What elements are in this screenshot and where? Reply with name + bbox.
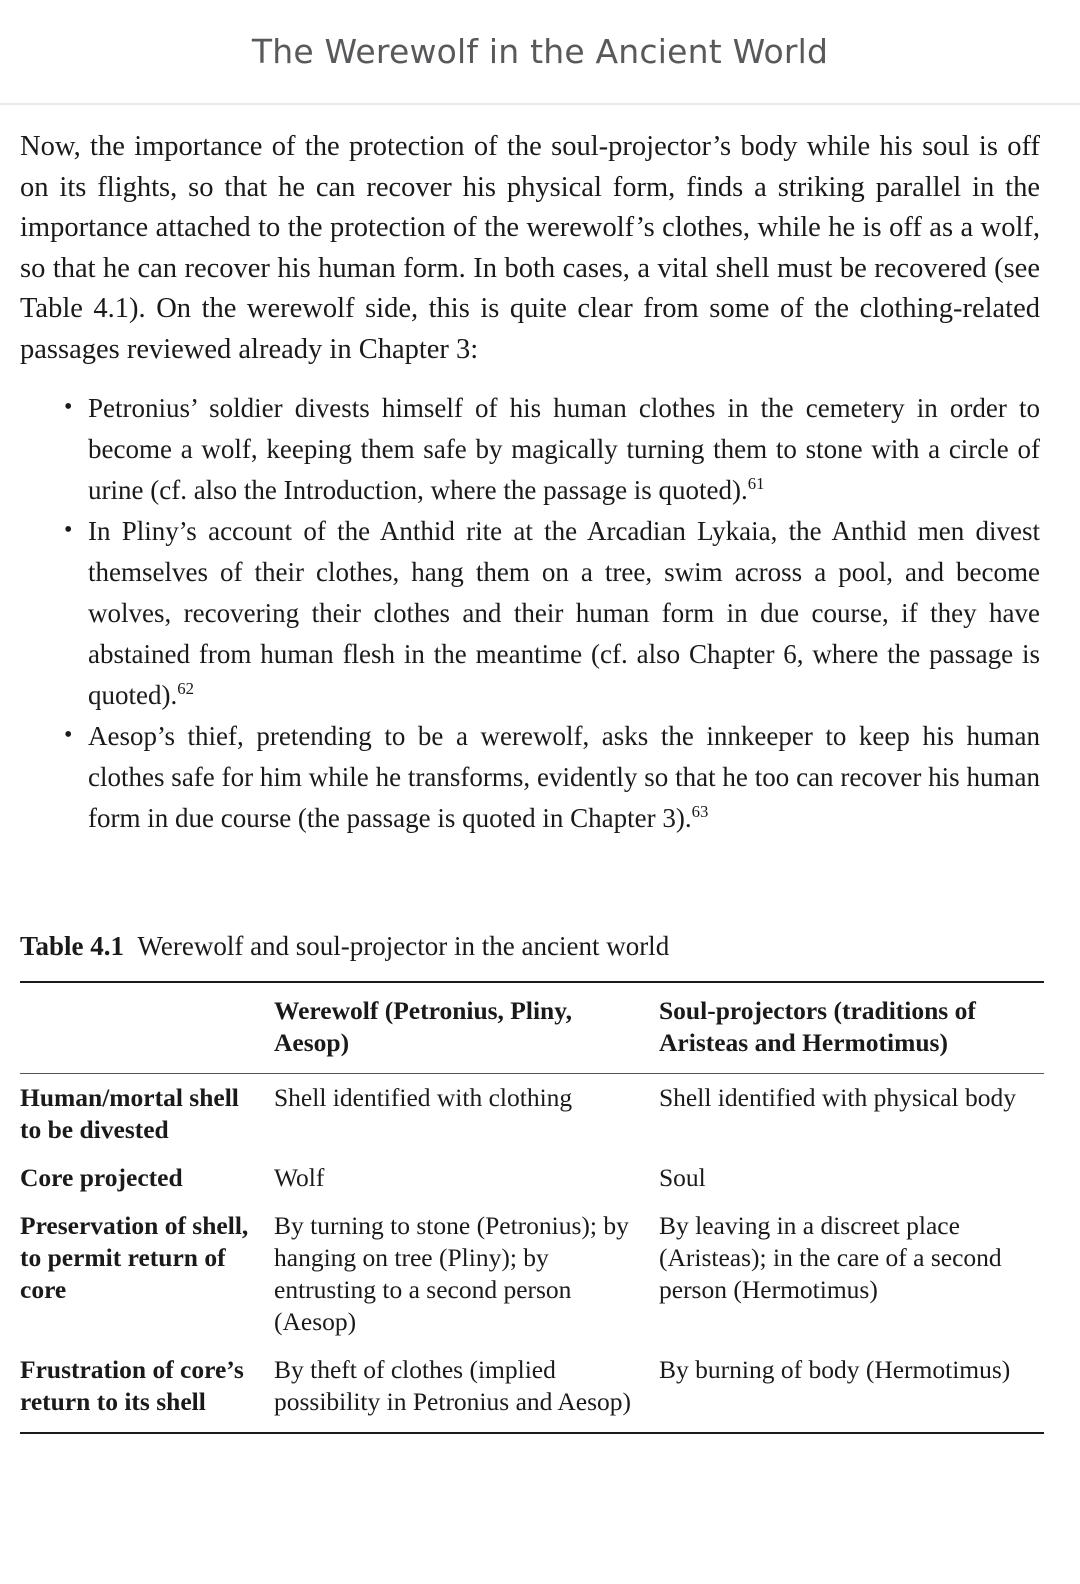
table-row: [20, 1202, 1044, 1346]
cell-werewolf: Wolf: [274, 1163, 325, 1192]
table-caption: [20, 929, 1044, 963]
body-content: [0, 105, 1080, 839]
page-title: The Werewolf in the Ancient World: [251, 32, 829, 71]
list-item: [20, 511, 1040, 716]
row-header: Core projected: [20, 1163, 183, 1192]
table-caption-label: Table 4.1: [20, 931, 125, 961]
table-row: [20, 1346, 1044, 1433]
row-header: Human/mortal shell to be divested: [20, 1083, 239, 1144]
cell-werewolf: By turning to stone (Petronius); by hanging on tree (Pliny); by entrusting to a second person (Aesop): [274, 1211, 629, 1336]
cell-soul: Soul: [659, 1163, 706, 1192]
list-item-text: In Pliny’s account of the Anthid rite at the Arcadian Lykaia, the Anthid men divest themselves of their clothes, hang them on a tree, swim across a pool, and become wolves, recovering their clothes and their human form in due course, if they have abstained from human flesh in the meantime (cf. also Chapter 6, where the passage is quoted).: [88, 516, 1040, 710]
footnote-ref: 61: [747, 474, 765, 493]
cell-soul: Shell identified with physical body: [659, 1083, 1016, 1112]
list-item: [20, 716, 1040, 839]
table-row: [20, 1074, 1044, 1155]
cell-soul: By burning of body (Hermotimus): [659, 1346, 1044, 1433]
running-head: [0, 0, 1080, 105]
row-header: Frustration of core’s return to its shell: [20, 1346, 274, 1433]
data-table: [20, 981, 1044, 1434]
footnote-ref: 63: [691, 802, 709, 821]
table-section: [0, 929, 1080, 1434]
cell-werewolf: Shell identified with clothing: [274, 1083, 573, 1112]
column-header-soul-projectors: Soul-projectors (traditions of Aristeas and Hermotimus): [659, 982, 1044, 1074]
cell-soul: By leaving in a discreet place (Aristeas); in the care of a second person (Hermotimus): [659, 1211, 1002, 1304]
body-paragraph: Now, the importance of the protection of the soul-projector’s body while his soul is off on its flights, so that he can recover his physical form, finds a striking parallel in the importance attached to the protection of the werewolf’s clothes, while he is off as a wolf, so that he can recover his human form. In both cases, a vital shell must be recovered (see Table 4.1). On the werewolf side, this is quite clear from some of the clothing-related passages reviewed already in Chapter 3:: [20, 131, 1040, 365]
list-item: [20, 388, 1040, 511]
column-header-werewolf: Werewolf (Petronius, Pliny, Aesop): [274, 982, 659, 1074]
table-header-row: [20, 982, 1044, 1074]
table-caption-text: Werewolf and soul-projector in the ancient world: [137, 931, 670, 961]
row-header: Preservation of shell, to permit return of core: [20, 1211, 249, 1304]
column-header-blank: [20, 982, 274, 1074]
bullet-list: [20, 388, 1040, 839]
cell-werewolf: By theft of clothes (implied possibility in Petronius and Aesop): [274, 1346, 659, 1433]
table-row: [20, 1154, 1044, 1202]
list-item-text: Petronius’ soldier divests himself of his human clothes in the cemetery in order to become a wolf, keeping them safe by magically turning them to stone with a circle of urine (cf. also the Introduction, where the passage is quoted).: [88, 393, 1040, 505]
footnote-ref: 62: [177, 679, 194, 698]
list-item-text: Aesop’s thief, pretending to be a werewolf, asks the innkeeper to keep his human clothes safe for him while he transforms, evidently so that he too can recover his human form in due course (the passage is quoted in Chapter 3).: [88, 721, 1040, 833]
